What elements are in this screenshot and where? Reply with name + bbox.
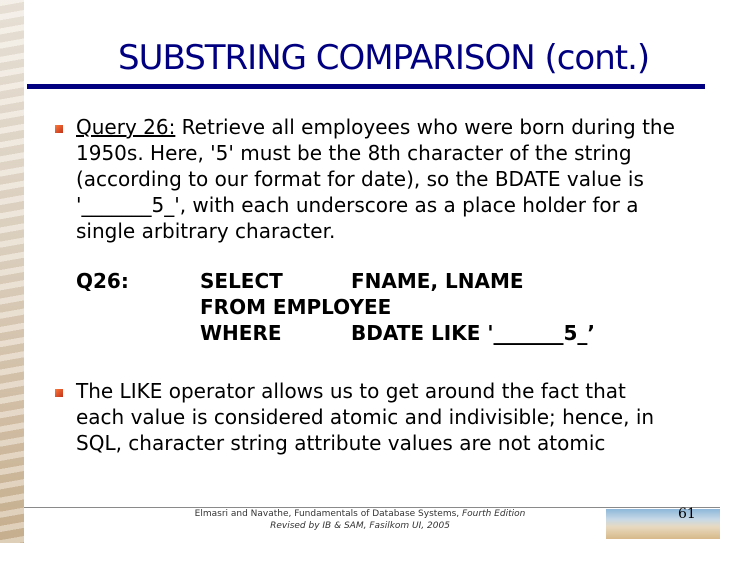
title-underline bbox=[27, 84, 705, 89]
bullet-paragraph-query26 bbox=[76, 114, 716, 244]
paragraph-line: single arbitrary character. bbox=[76, 219, 336, 243]
page-number: 61 bbox=[678, 506, 696, 522]
bullet-icon bbox=[55, 125, 63, 133]
sql-select-columns: FNAME, LNAME bbox=[351, 269, 524, 293]
query-id-label: Q26: bbox=[76, 269, 129, 293]
paragraph-line: SQL, character string attribute values are not atomic bbox=[76, 431, 606, 455]
paragraph-line: (according to our format for date), so the BDATE value is bbox=[76, 167, 644, 191]
sql-from-clause: FROM EMPLOYEE bbox=[200, 295, 392, 319]
decorative-sidebar bbox=[0, 0, 24, 543]
paragraph-line: Query 26: Retrieve all employees who were born during the bbox=[76, 115, 675, 139]
paragraph-line: '_______5_', with each underscore as a place holder for a bbox=[76, 193, 639, 217]
footer-decorative-image bbox=[606, 509, 720, 539]
paragraph-line: each value is considered atomic and indivisible; hence, in bbox=[76, 405, 655, 429]
slide-title: SUBSTRING COMPARISON (cont.) bbox=[118, 38, 650, 78]
sql-select-keyword: SELECT bbox=[200, 269, 283, 293]
footer-citation: Elmasri and Navathe, Fundamentals of Database Systems, Fourth Edition Revised by IB & SAM, Fasilkom UI, 2005 bbox=[194, 509, 526, 531]
paragraph-line: 1950s. Here, '5' must be the 8th character of the string bbox=[76, 141, 632, 165]
paragraph-line: The LIKE operator allows us to get around the fact that bbox=[76, 379, 626, 403]
bullet-icon bbox=[55, 389, 63, 397]
sql-where-condition: BDATE LIKE '_______5_’ bbox=[351, 321, 595, 345]
bullet-paragraph-like-operator bbox=[76, 378, 716, 456]
sql-where-keyword: WHERE bbox=[200, 321, 282, 345]
query-label: Query 26: bbox=[76, 115, 176, 139]
